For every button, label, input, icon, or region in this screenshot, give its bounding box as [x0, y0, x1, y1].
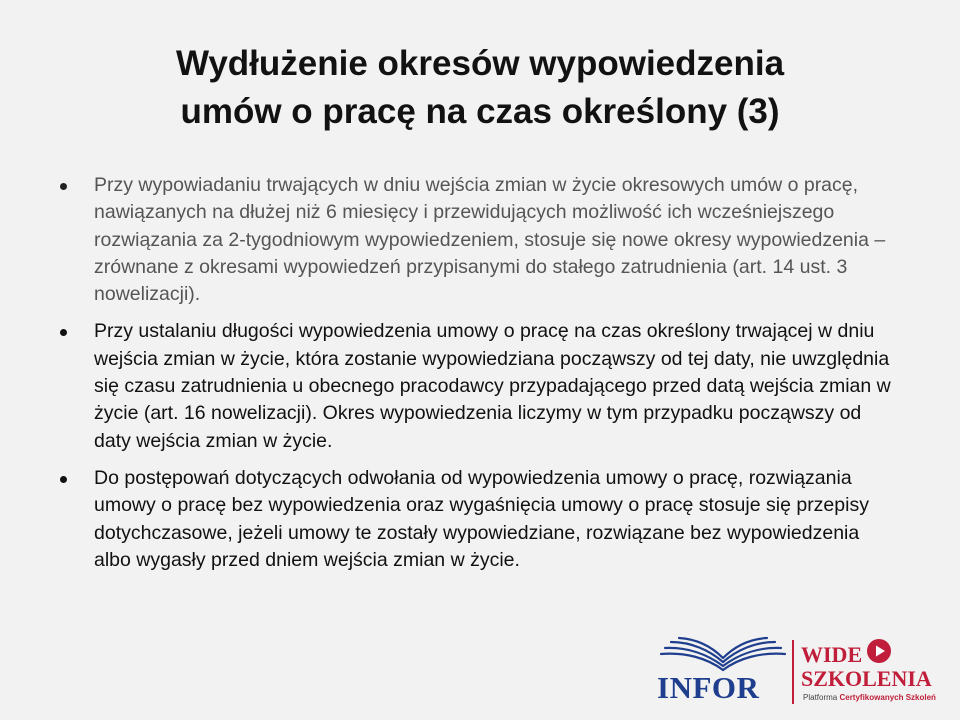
infor-wide-szkolenia-logo: [655, 636, 935, 708]
szkolenia-logo-text: SZKOLENIA: [801, 666, 932, 691]
bullet-text: Przy wypowiadaniu trwających w dniu wejścia zmian w życie okresowych umów o pracę, nawiązanych na dłużej niż 6 miesięcy i przewidujących możliwość ich wcześniejszego rozwiązania za 2-tygodniowym wypowiedzeniem, stosuje się nowe okresy wypowiedzenia – zrównane z okresami wypowiedzeń przypisanymi do stałego zatrudnienia (art. 14 ust. 3 nowelizacji).: [94, 174, 886, 306]
slide-title-line-1: Wydłużenie okresów wypowiedzenia: [175, 44, 785, 83]
slide-title-line-2: umów o pracę na czas określony (3): [180, 92, 780, 131]
bullet-text: Przy ustalaniu długości wypowiedzenia umowy o pracę na czas określony trwającej w dniu wejścia zmian w życie, która zostanie wypowiedziana począwszy od tej daty, nie uwzględnia się czasu zatrudnienia u obecnego pracodawcy przypadającego przed datą wejścia zmian w życie (art. 16 nowelizacji). Okres wypowiedzenia liczymy w tym przypadku począwszy od daty wejścia zmian w życie.: [94, 320, 891, 452]
infor-logo-text: INFOR: [657, 670, 760, 705]
bullet-text: Do postępowań dotyczących odwołania od wypowiedzenia umowy o pracę, rozwiązania umowy o pracę bez wypowiedzenia oraz wygaśnięcia umowy o pracę stosuje się przepisy dotychczasowe, jeżeli umowy te zostały wypowiedziane, rozwiązane bez wypowiedzenia albo wygasły przed dniem wejścia zmian w życie.: [94, 466, 869, 571]
bullet-list: [58, 172, 893, 574]
logo-divider: [792, 640, 794, 704]
wide-logo-text: WIDE: [801, 642, 863, 667]
slide-title: [80, 40, 880, 136]
platform-tagline-prefix: Platforma: [803, 693, 840, 702]
platform-tagline-highlight: Certyfikowanych Szkoleń: [839, 693, 936, 702]
bullet-dot-icon: [60, 183, 67, 190]
bullet-item: [58, 318, 893, 454]
platform-tagline: [803, 693, 936, 702]
book-icon: [657, 636, 789, 672]
bullet-dot-icon: [60, 476, 67, 483]
bullet-item: [58, 172, 893, 308]
bullet-dot-icon: [60, 329, 67, 336]
play-icon: [866, 638, 892, 664]
bullet-item: [58, 465, 893, 574]
